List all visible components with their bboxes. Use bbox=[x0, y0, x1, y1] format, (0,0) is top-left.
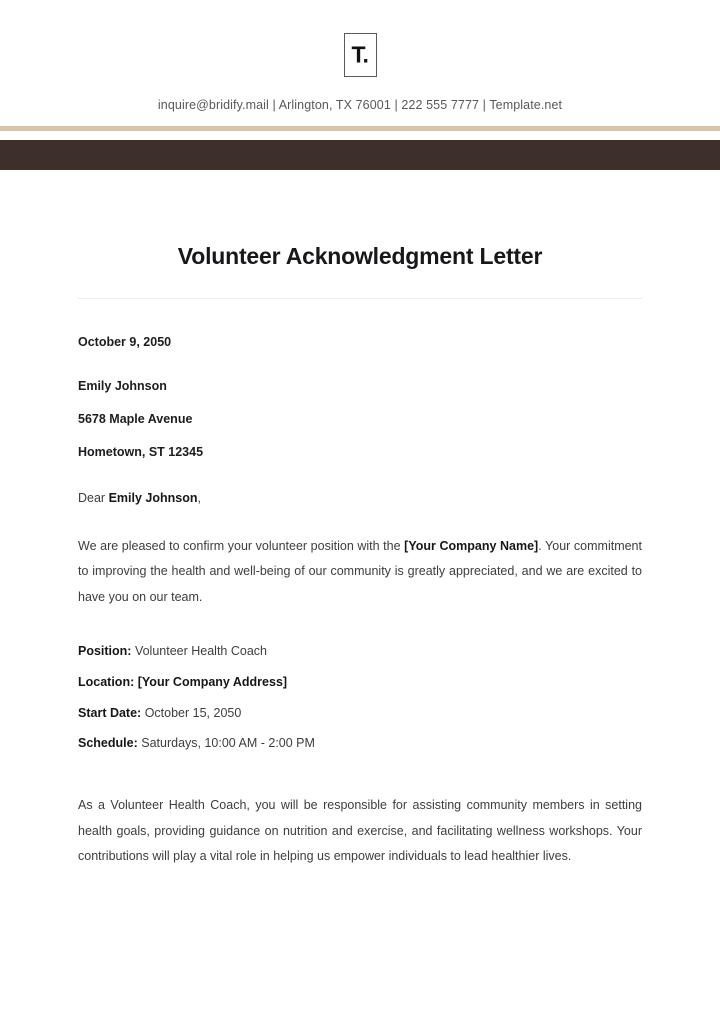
paragraph-one-lead: We are pleased to confirm your volunteer position with the bbox=[78, 539, 405, 553]
letter-content bbox=[0, 243, 720, 869]
salutation-greeting: Dear bbox=[78, 491, 109, 505]
rule-spacer bbox=[0, 131, 720, 140]
detail-row-schedule bbox=[78, 734, 642, 753]
detail-row-position bbox=[78, 642, 642, 661]
position-details-block bbox=[78, 642, 642, 753]
brand-logo-icon bbox=[344, 33, 377, 77]
recipient-name: Emily Johnson bbox=[78, 379, 167, 393]
salutation-name: Emily Johnson bbox=[108, 491, 198, 505]
contact-info-line: inquire@bridify.mail | Arlington, TX 76001 | 222 555 7777 | Template.net bbox=[157, 98, 563, 112]
letterhead bbox=[0, 0, 720, 170]
detail-value-position: Volunteer Health Coach bbox=[134, 644, 267, 659]
page-title: Volunteer Acknowledgment Letter bbox=[177, 243, 543, 269]
paragraph-one-tail: . Your commitment to improving the health and well-being of our community is greatly appreciated, and we are excited to have you on our team. bbox=[78, 539, 642, 604]
recipient-address-block bbox=[78, 379, 642, 459]
detail-value-schedule: Saturdays, 10:00 AM - 2:00 PM bbox=[141, 736, 315, 751]
detail-row-location bbox=[78, 673, 642, 692]
recipient-city-state-zip: Hometown, ST 12345 bbox=[78, 445, 204, 459]
detail-label-position: Position: bbox=[78, 644, 132, 659]
detail-label-schedule: Schedule: bbox=[78, 736, 138, 751]
logo-container bbox=[0, 0, 720, 77]
logo-mark-text: T. bbox=[351, 41, 369, 67]
company-name-placeholder: [Your Company Name] bbox=[404, 539, 539, 553]
detail-label-location: Location: bbox=[78, 674, 135, 689]
body-paragraph-one bbox=[78, 534, 642, 610]
title-divider bbox=[78, 298, 642, 299]
body-paragraph-two: As a Volunteer Health Coach, you will be responsible for assisting community members in setting health goals, providing guidance on nutrition and exercise, and facilitating wellness workshops. Your contributions will play a vital role in helping us empower individuals to lead healthier lives. bbox=[78, 798, 642, 863]
recipient-street: 5678 Maple Avenue bbox=[78, 412, 193, 426]
detail-row-start-date bbox=[78, 704, 642, 723]
salutation-punctuation: , bbox=[197, 491, 201, 505]
letter-date: October 9, 2050 bbox=[78, 335, 172, 349]
dark-accent-bar bbox=[0, 140, 720, 170]
detail-label-start-date: Start Date: bbox=[78, 705, 142, 720]
salutation bbox=[78, 491, 642, 505]
detail-value-location: [Your Company Address] bbox=[137, 674, 288, 689]
detail-value-start-date: October 15, 2050 bbox=[144, 705, 242, 720]
